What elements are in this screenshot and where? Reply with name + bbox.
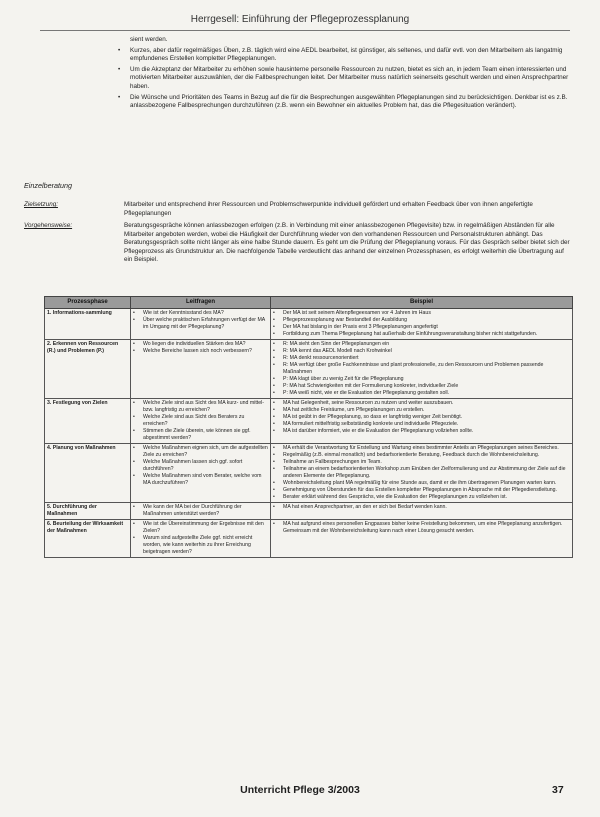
example-item: • Teilnahme an Fallbesprechungen im Team.	[273, 459, 570, 466]
phase-cell: 2. Erkennen von Ressourcen (R.) und Problemen (P.)	[45, 340, 131, 399]
questions-cell	[131, 309, 271, 340]
example-item: • Berater erklärt während des Gesprächs, wie die Evaluation der Pflegeplanungen zu vollziehen ist.	[273, 494, 570, 501]
phase-cell: 6. Beurteilung der Wirksamkeit der Maßnahmen	[45, 520, 131, 558]
table-row	[45, 309, 573, 340]
example-item: • Pflegeprozessplanung war Bestandteil der Ausbildung	[273, 317, 570, 324]
example-item: • Der MA hat bislang in der Praxis erst 3 Pflegeplanungen angefertigt	[273, 324, 570, 331]
examples-cell	[271, 520, 573, 558]
example-item: • P: MA weiß nicht, wie er die Evaluation der Pflegeplanung gestalten soll.	[273, 390, 570, 397]
column-header: Leitfragen	[131, 297, 271, 309]
examples-cell	[271, 309, 573, 340]
question-item: • Wo liegen die individuellen Stärken des MA?	[133, 341, 268, 348]
question-item: • Warum sind aufgestellte Ziele ggf. nicht erreicht worden, wie kann weiterhin zu ihrer Erreichung beigetragen werden?	[133, 535, 268, 556]
intro-text	[118, 36, 570, 113]
examples-cell	[271, 340, 573, 399]
question-item: • Welche Ziele sind aus Sicht des Beraters zu erreichen?	[133, 414, 268, 428]
examples-cell	[271, 444, 573, 503]
field-text: Mitarbeiter und entsprechend ihrer Ressourcen und Problemschwerpunkte individuell gefördert und erhalten Feedback über von ihnen angefertigte Pflegeplanungen	[124, 201, 533, 217]
example-item: • Teilnahme an einem bedarfsorientierten Workshop zum Einüben der Zielformulierung und zur Abstimmung der Ziele auf die anderen Elemente der Pflegeplanung.	[273, 466, 570, 480]
example-item: • MA hat aufgrund eines personellen Engpasses bisher keine Freistellung bekommen, um eine Pflegeplanung anzufertigen. Gemeinsam mit der Wohnbereichsleitung kann nach einer Lösung gesucht werden.	[273, 521, 570, 535]
example-item: • R: MA denkt ressourcenorientiert	[273, 355, 570, 362]
question-item: • Welche Maßnahmen lassen sich ggf. sofort durchführen?	[133, 459, 268, 473]
example-item: • MA ist darüber informiert, wie er die Evaluation der Pflegeplanung vollziehen sollte.	[273, 428, 570, 435]
phase-cell: 3. Festlegung von Zielen	[45, 399, 131, 444]
field-label: Vorgehensweise:	[24, 222, 73, 229]
example-item: • P: MA klagt über zu wenig Zeit für die Pflegeplanung	[273, 376, 570, 383]
questions-cell	[131, 444, 271, 503]
example-item: • MA erhält die Verantwortung für Erstellung und Wartung eines bestimmter Anteils an Pflegeplanungen seines Bereiches.	[273, 445, 570, 452]
footer-magazine: Unterricht Pflege 3/2003	[240, 784, 360, 796]
example-item: • MA hat einen Ansprechpartner, an den er sich bei Bedarf wenden kann.	[273, 504, 570, 511]
intro-bullet: • Kurzes, aber dafür regelmäßiges Üben, z.B. täglich wird eine AEDL bearbeitet, ist günstiger, als seltenes, und dafür evtl. von den Mitarbeitern als langatmig empfundenes Erstellen kompletter Pflegeplanungen.	[118, 47, 570, 64]
intro-bullet: • Die Wünsche und Prioritäten des Teams in Bezug auf die für die Besprechungen ausgewählten Pflegeplanungen sind zu berücksichtigen. Denkbar ist es z.B. anlassbezogene Fallbesprechungen durchzuführen (z.B. wenn ein Bewohner ein aktuelles Problem hat, das die Pflegesituation verändert).	[118, 94, 570, 111]
field-text: Beratungsgespräche können anlassbezogen erfolgen (z.B. in Verbindung mit einer anlassbezogenen Pflegevisite) bzw. in regelmäßigen Abständen für alle Mitarbeiter angeboten werden, wobei die Häufigkeit der Durchführung wieder von den vorhandenen Ressourcen und Personalstrukturen abhängt. Das Beratungsgespräch sollte nicht länger als eine halbe Stunde dauern. Es geht um die Prüfung der Pflegeplanung voraus. Für das Gespräch selber bietet sich der Pflegeprozess als Grundstruktur an. Die nachfolgende Tabelle verdeutlicht das anhand der einzelnen Prozessphasen, es erfolgt weiterhin die Übertragung auf ein Beispiel.	[124, 222, 570, 264]
phase-cell: 1. Informations-sammlung	[45, 309, 131, 340]
example-item: • MA ist geübt in der Pflegeplanung, so dass er langfristig weniger Zeit benötigt.	[273, 414, 570, 421]
examples-cell	[271, 399, 573, 444]
question-item: • Wie ist der Kenntnisstand des MA?	[133, 310, 268, 317]
table-row	[45, 520, 573, 558]
question-item: • Welche Maßnahmen sind vom Berater, welche vom MA durchzuführen?	[133, 473, 268, 487]
example-item: • P: MA hat Schwierigkeiten mit der Formulierung konkreter, individueller Ziele	[273, 383, 570, 390]
intro-bullet: • Um die Akzeptanz der Mitarbeiter zu erhöhen sowie hausinterne personelle Ressourcen zu nutzen, bietet es sich an, in jedem Team einen interessierten und motivierten Mitarbeiter auszuwählen, der die Fallbesprechungen leitet. Der Mitarbeiter muss natürlich seinerseits geschult werden und einen Ansprechpartner haben.	[118, 66, 570, 92]
example-item: • MA hat Gelegenheit, seine Ressourcen zu nutzen und weiter auszubauen.	[273, 400, 570, 407]
column-header: Beispiel	[271, 297, 573, 309]
question-item: • Welche Ziele sind aus Sicht des MA kurz- und mittel- bzw. langfristig zu erreichen?	[133, 400, 268, 414]
question-item: • Wie ist die Übereinstimmung der Ergebnisse mit den Zielen?	[133, 521, 268, 535]
examples-cell	[271, 503, 573, 520]
question-item: • Wie kann der MA bei der Durchführung der Maßnahmen unterstützt werden?	[133, 504, 268, 518]
example-item: • MA hat zeitliche Freiräume, um Pflegeplanungen zu erstellen.	[273, 407, 570, 414]
questions-cell	[131, 520, 271, 558]
example-item: • Der MA ist seit seinem Altenpflegeexamen vor 4 Jahren im Haus	[273, 310, 570, 317]
example-item: • Genehmigung von Überstunden für das Erstellen kompletter Pflegeplanungen in Absprache mit der Pflegedienstleitung.	[273, 487, 570, 494]
example-item: • R: MA kennt das AEDL Modell nach Krohwinkel	[273, 348, 570, 355]
example-item: • MA formuliert mittelfristig selbstständig konkrete und individuelle Pflegeziele.	[273, 421, 570, 428]
field-vorgehensweise	[24, 222, 570, 265]
question-item: • Welche Bereiche lassen sich noch verbessern?	[133, 348, 268, 355]
example-item: • Wohnbereichsleitung plant MA regelmäßig für eine Stunde aus, damit er die ihm übertragenen Planungen warten kann.	[273, 480, 570, 487]
example-item: • R: MA sieht den Sinn der Pflegeplanungen ein	[273, 341, 570, 348]
table-row	[45, 399, 573, 444]
intro-lead: sient werden.	[130, 36, 168, 43]
table-row	[45, 444, 573, 503]
question-item: • Stimmen die Ziele überein, wie können sie ggf. abgestimmt werden?	[133, 428, 268, 442]
column-header: Prozessphase	[45, 297, 131, 309]
questions-cell	[131, 340, 271, 399]
table-row	[45, 503, 573, 520]
table-row	[45, 340, 573, 399]
questions-cell	[131, 399, 271, 444]
question-item: • Welche Maßnahmen eignen sich, um die aufgestellten Ziele zu erreichen?	[133, 445, 268, 459]
field-zielsetzung	[24, 201, 570, 218]
question-item: • Über welche praktischen Erfahrungen verfügt der MA im Umgang mit der Pflegeplanung?	[133, 317, 268, 331]
running-head: Herrgesell: Einführung der Pflegeprozessplanung	[190, 14, 410, 25]
field-label: Zielsetzung:	[24, 201, 58, 208]
process-table	[44, 296, 573, 558]
phase-cell: 5. Durchführung der Maßnahmen	[45, 503, 131, 520]
intro-bullet-list	[118, 47, 570, 111]
page-number: 37	[552, 784, 564, 796]
table-header-row	[45, 297, 573, 309]
questions-cell	[131, 503, 271, 520]
example-item: • Regelmäßig (z.B. einmal monatlich) und bedarfsorientierte Beratung, Feedback durch die Wohnbereichsleitung.	[273, 452, 570, 459]
example-item: • R: MA verfügt über große Fachkenntnisse und plant professionelle, zu den Ressourcen und Problemen passende Maßnahmen	[273, 362, 570, 376]
header-rule	[40, 30, 570, 31]
phase-cell: 4. Planung von Maßnahmen	[45, 444, 131, 503]
section-title: Einzelberatung	[24, 181, 72, 190]
example-item: • Fortbildung zum Thema Pflegeplanung hat außerhalb der Einführungsveranstaltung bisher nicht stattgefunden.	[273, 331, 570, 338]
